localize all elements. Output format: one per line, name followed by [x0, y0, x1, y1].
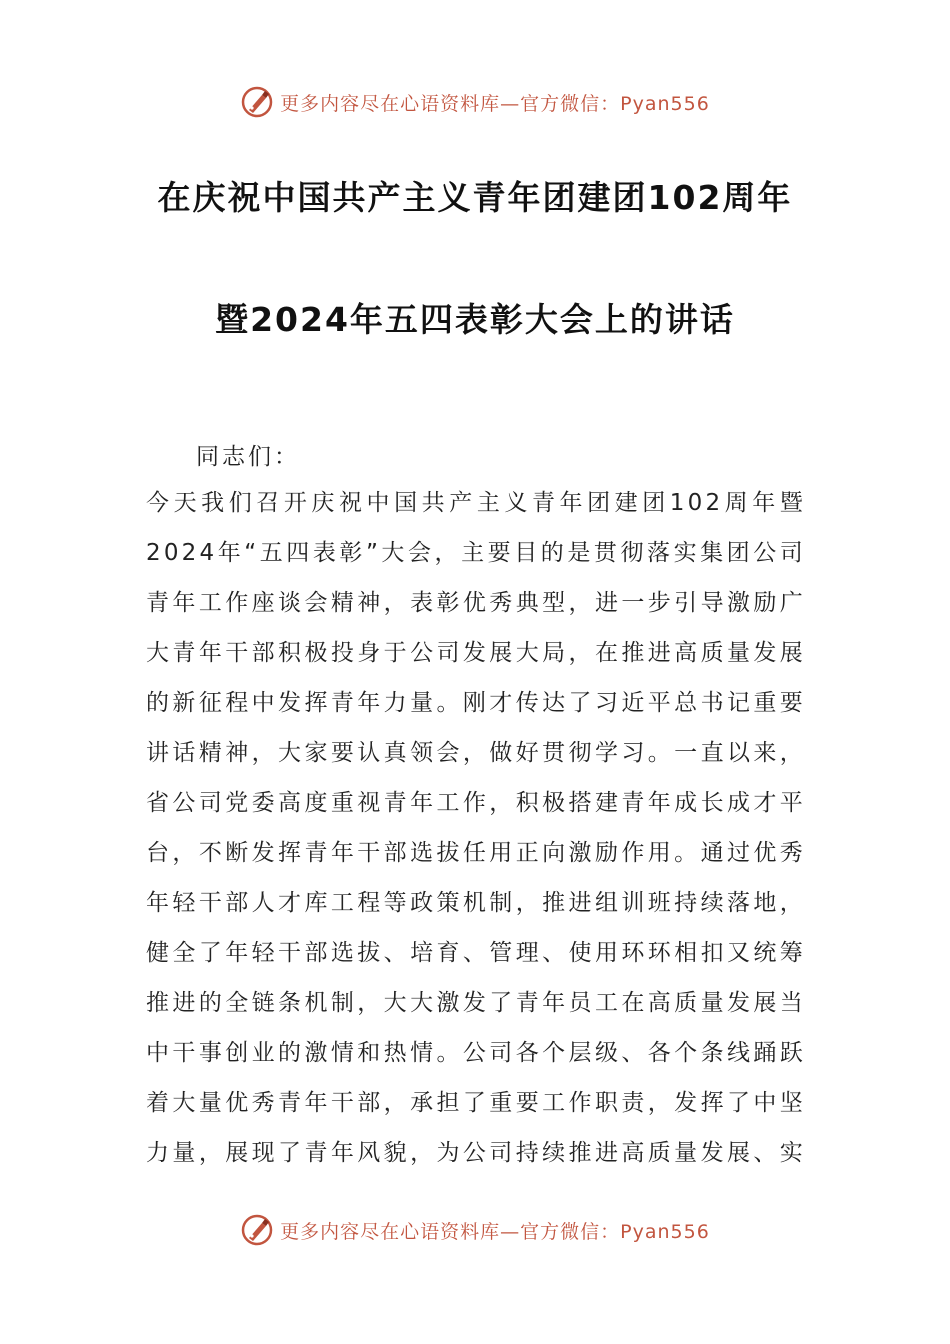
header-banner	[0, 82, 950, 122]
body-line: 青年工作座谈会精神，表彰优秀典型，进一步引导激励广	[146, 590, 806, 616]
body-line: 着大量优秀青年干部，承担了重要工作职责，发挥了中坚	[146, 1090, 806, 1116]
page-title-line-1: 在庆祝中国共产主义青年团建团102周年	[157, 178, 793, 217]
body-line: 今天我们召开庆祝中国共产主义青年团建团102周年暨	[146, 490, 806, 516]
salutation: 同志们：	[196, 444, 300, 470]
footer-banner-text: 更多内容尽在心语资料库—官方微信：Pyan556	[280, 1220, 710, 1243]
pen-nib-logo-icon	[240, 1213, 274, 1247]
body-line: 年轻干部人才库工程等政策机制，推进组训班持续落地，	[146, 890, 806, 916]
page-title-line-2: 暨2024年五四表彰大会上的讲话	[215, 300, 735, 339]
header-banner-text: 更多内容尽在心语资料库—官方微信：Pyan556	[280, 92, 710, 115]
footer-wechat-id: Pyan556	[620, 1220, 710, 1243]
body-line: 推进的全链条机制，大大激发了青年员工在高质量发展当	[146, 990, 806, 1016]
body-line: 力量，展现了青年风貌，为公司持续推进高质量发展、实	[146, 1140, 806, 1166]
pen-nib-logo-icon	[240, 85, 274, 119]
body-line: 中干事创业的激情和热情。公司各个层级、各个条线踊跃	[146, 1040, 806, 1066]
body-line: 台，不断发挥青年干部选拔任用正向激励作用。通过优秀	[146, 840, 806, 866]
body-line: 健全了年轻干部选拔、培育、管理、使用环环相扣又统筹	[146, 940, 806, 966]
header-wechat-id: Pyan556	[620, 92, 710, 115]
footer-banner	[0, 1210, 950, 1250]
body-line: 2024年“五四表彰”大会，主要目的是贯彻落实集团公司	[146, 540, 806, 566]
body-line: 讲话精神，大家要认真领会，做好贯彻学习。一直以来，	[146, 740, 806, 766]
body-line: 省公司党委高度重视青年工作，积极搭建青年成长成才平	[146, 790, 806, 816]
body-line: 的新征程中发挥青年力量。刚才传达了习近平总书记重要	[146, 690, 806, 716]
body-line: 大青年干部积极投身于公司发展大局，在推进高质量发展	[146, 640, 806, 666]
